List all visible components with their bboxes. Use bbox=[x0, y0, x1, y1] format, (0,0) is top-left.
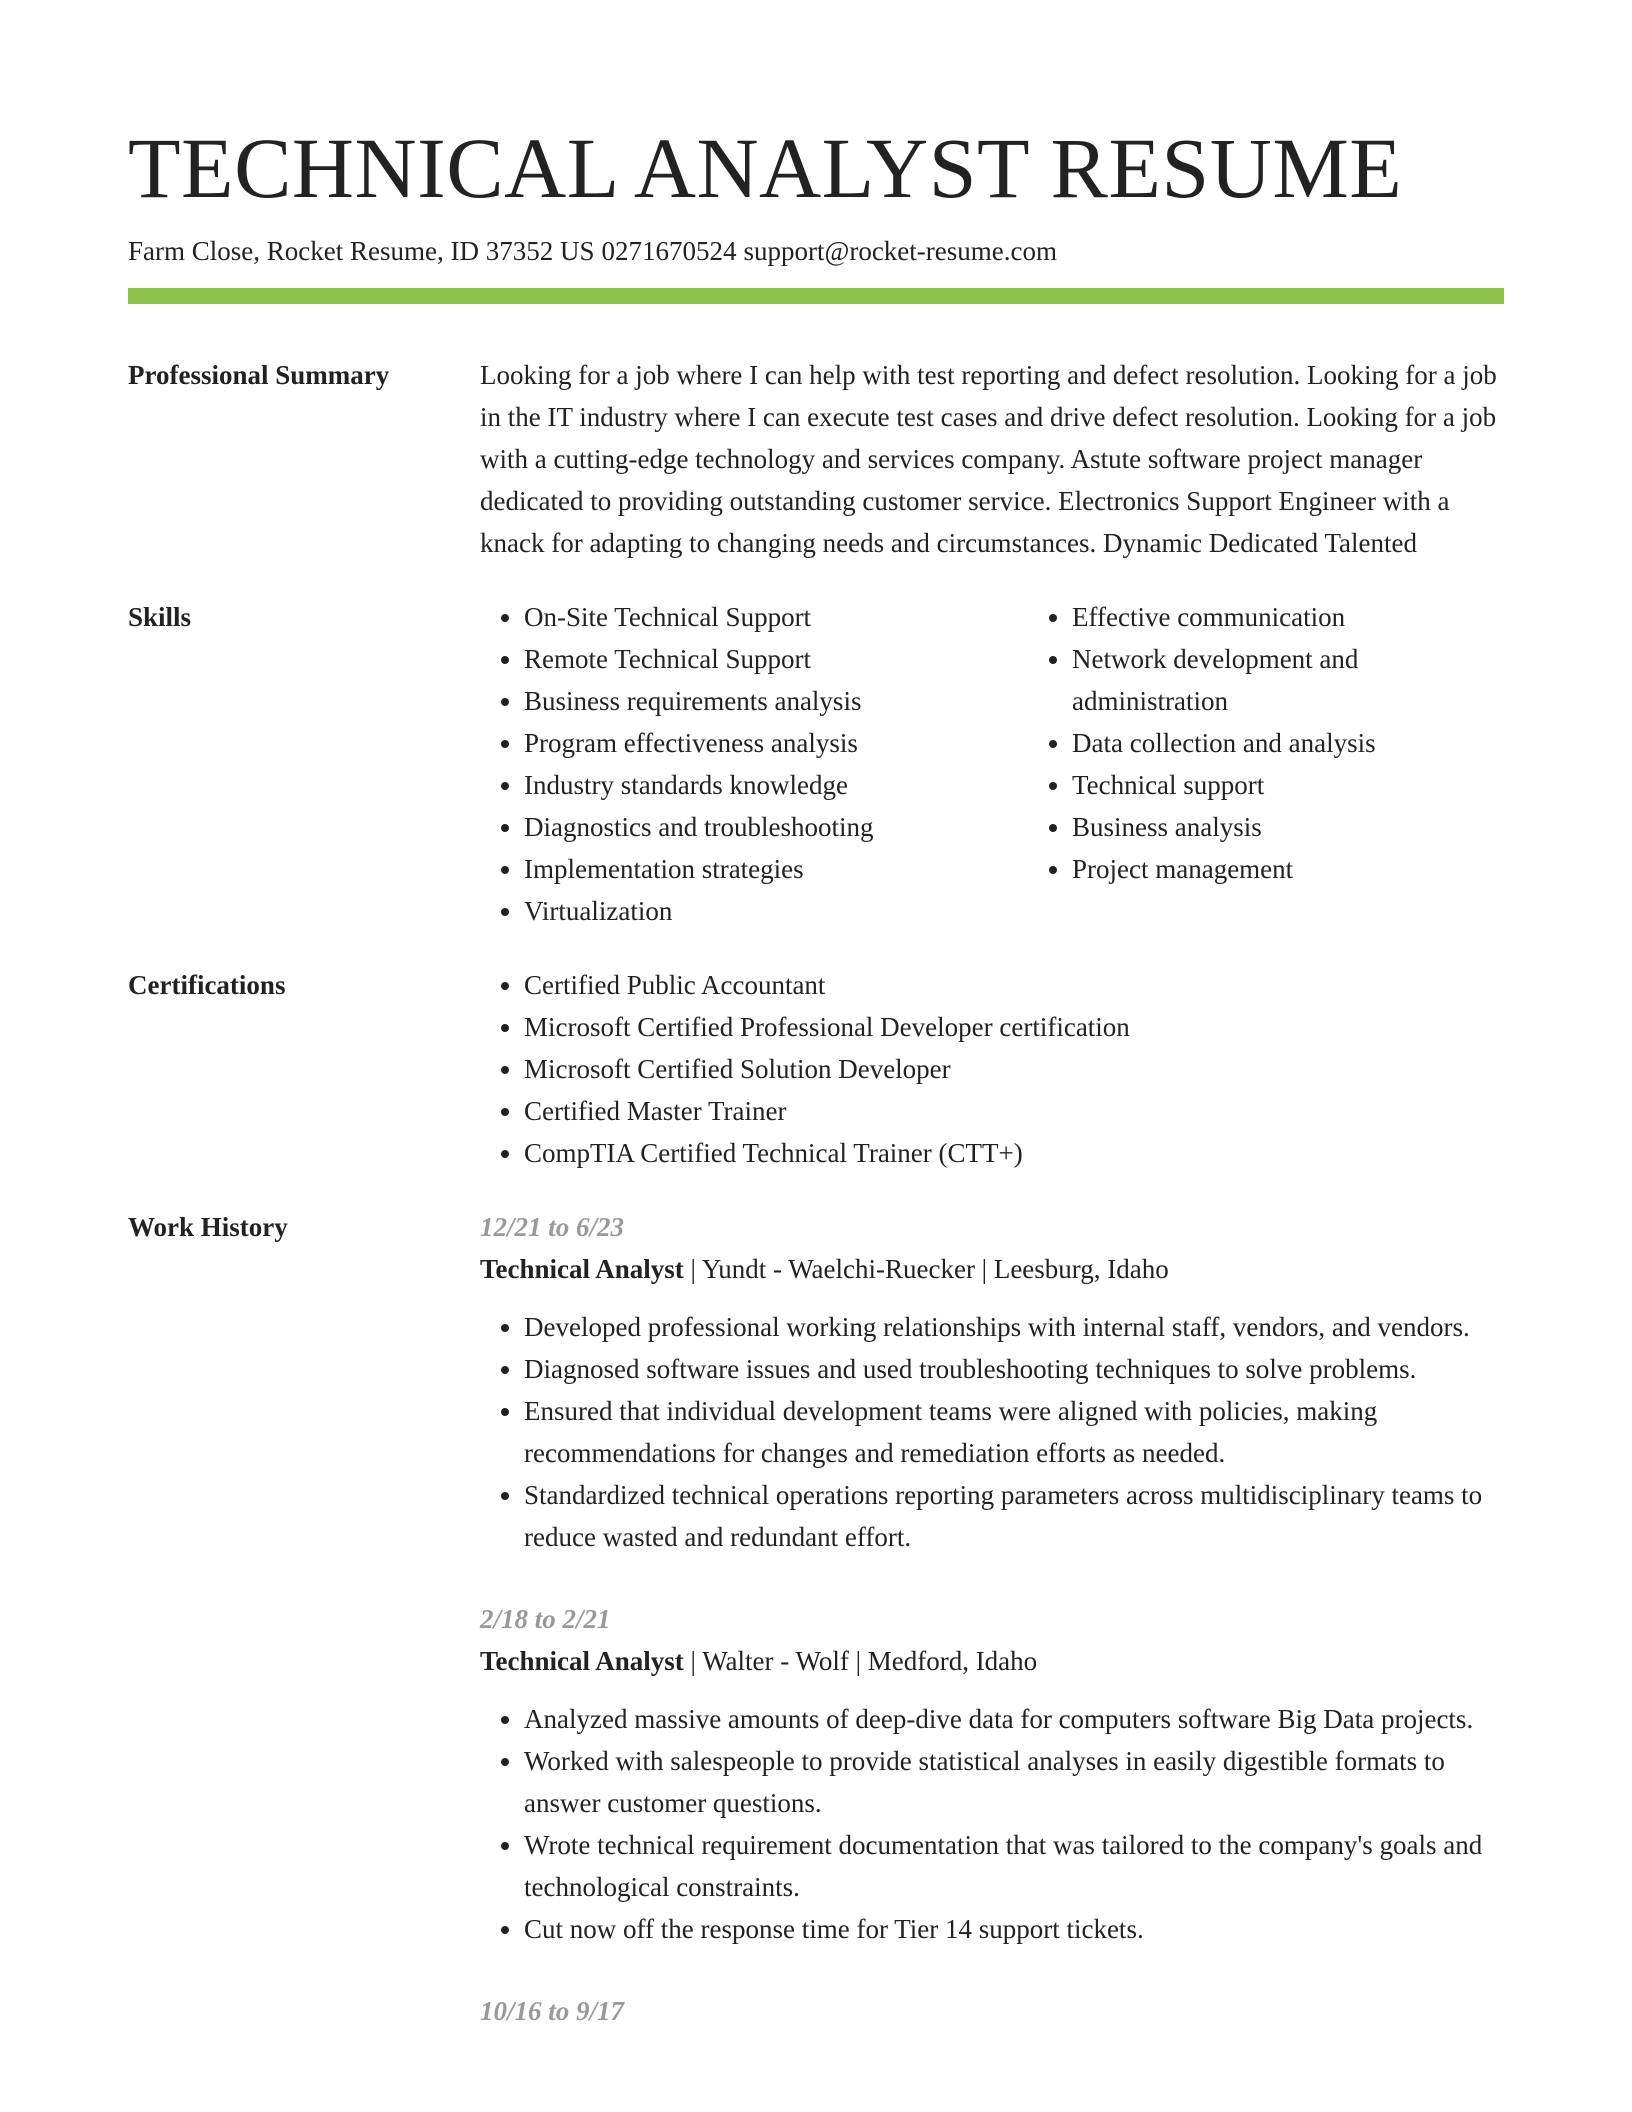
job-title: Technical Analyst bbox=[480, 1254, 684, 1284]
job-employer-location: | Walter - Wolf | Medford, Idaho bbox=[683, 1646, 1038, 1676]
work-history-body bbox=[480, 1206, 1504, 2072]
resume-page bbox=[128, 0, 1504, 2072]
job-dates: 10/16 to 9/17 bbox=[480, 1996, 625, 2026]
section-label-certifications: Certifications bbox=[128, 970, 286, 1000]
contact-phone: 0271670524 bbox=[601, 236, 737, 266]
certifications-body bbox=[480, 964, 1504, 1174]
section-label-work-history: Work History bbox=[128, 1212, 288, 1242]
resume-title: TECHNICAL ANALYST RESUME bbox=[128, 120, 1403, 216]
certification-item: • Microsoft Certified Professional Developer certification bbox=[524, 1006, 1504, 1048]
job-heading bbox=[480, 1248, 1504, 1290]
skill-item: • Business requirements analysis bbox=[524, 680, 1028, 722]
work-history-section bbox=[128, 1206, 1504, 2072]
job-bullet: • Diagnosed software issues and used troubleshooting techniques to solve problems. bbox=[524, 1348, 1504, 1390]
contact-line bbox=[128, 235, 1504, 267]
certification-item: • Certified Public Accountant bbox=[524, 964, 1504, 1006]
skill-item: • Data collection and analysis bbox=[1072, 722, 1504, 764]
job-bullet: • Standardized technical operations reporting parameters across multidisciplinary teams to reduce wasted and redundant effort. bbox=[524, 1474, 1504, 1558]
skill-item: • Effective communication bbox=[1072, 596, 1504, 638]
skills-column-1 bbox=[480, 596, 1028, 932]
job-bullet: • Ensured that individual development teams were aligned with policies, making recommendations for changes and remediation efforts as needed. bbox=[524, 1390, 1504, 1474]
job-bullet: • Worked with salespeople to provide statistical analyses in easily digestible formats to answer customer questions. bbox=[524, 1740, 1504, 1824]
professional-summary-section bbox=[128, 354, 1504, 564]
job-heading bbox=[480, 1640, 1504, 1682]
skill-item: • Diagnostics and troubleshooting bbox=[524, 806, 1028, 848]
job-entry bbox=[480, 1990, 1504, 2032]
job-title: Technical Analyst bbox=[480, 1646, 684, 1676]
contact-address: Farm Close, Rocket Resume, ID 37352 US bbox=[128, 236, 595, 266]
certification-item: • Microsoft Certified Solution Developer bbox=[524, 1048, 1504, 1090]
skill-item: • Project management bbox=[1072, 848, 1504, 890]
skill-item: • Business analysis bbox=[1072, 806, 1504, 848]
contact-email: support@rocket-resume.com bbox=[743, 236, 1057, 266]
job-entry bbox=[480, 1206, 1504, 1558]
certification-item: • Certified Master Trainer bbox=[524, 1090, 1504, 1132]
job-bullet: • Developed professional working relationships with internal staff, vendors, and vendors. bbox=[524, 1306, 1504, 1348]
skill-item: • Technical support bbox=[1072, 764, 1504, 806]
skill-item: • Industry standards knowledge bbox=[524, 764, 1028, 806]
skills-section bbox=[128, 596, 1504, 932]
certifications-list bbox=[480, 964, 1504, 1174]
section-label-summary: Professional Summary bbox=[128, 360, 390, 390]
job-bullets bbox=[480, 1698, 1504, 1950]
skill-item: • On-Site Technical Support bbox=[524, 596, 1028, 638]
skill-item: • Network development and administration bbox=[1072, 638, 1504, 722]
job-employer-location: | Yundt - Waelchi-Ruecker | Leesburg, Idaho bbox=[683, 1254, 1169, 1284]
skill-item: • Implementation strategies bbox=[524, 848, 1028, 890]
section-label-skills: Skills bbox=[128, 602, 192, 632]
skills-body bbox=[480, 596, 1504, 932]
job-dates: 12/21 to 6/23 bbox=[480, 1212, 625, 1242]
skill-item: • Virtualization bbox=[524, 890, 1028, 932]
summary-text: Looking for a job where I can help with test reporting and defect resolution. Looking for a job in the IT industry where I can execute test cases and drive defect resolution. Looking for a job with a cutting-edge technology and services company. Astute software project manager dedicated to providing outstanding customer service. Electronics Support Engineer with a knack for adapting to changing needs and circumstances. Dynamic Dedicated Talented bbox=[480, 360, 1497, 558]
job-bullet: • Wrote technical requirement documentation that was tailored to the company's goals and technological constraints. bbox=[524, 1824, 1504, 1908]
header-divider bbox=[128, 288, 1504, 304]
skills-column-2 bbox=[1028, 596, 1504, 932]
job-entry bbox=[480, 1598, 1504, 1950]
job-bullets bbox=[480, 1306, 1504, 1558]
skill-item: • Program effectiveness analysis bbox=[524, 722, 1028, 764]
job-dates: 2/18 to 2/21 bbox=[480, 1604, 611, 1634]
certification-item: • CompTIA Certified Technical Trainer (CTT+) bbox=[524, 1132, 1504, 1174]
job-bullet: • Cut now off the response time for Tier 14 support tickets. bbox=[524, 1908, 1504, 1950]
skill-item: • Remote Technical Support bbox=[524, 638, 1028, 680]
summary-body bbox=[480, 354, 1504, 564]
certifications-section bbox=[128, 964, 1504, 1174]
job-bullet: • Analyzed massive amounts of deep-dive data for computers software Big Data projects. bbox=[524, 1698, 1504, 1740]
